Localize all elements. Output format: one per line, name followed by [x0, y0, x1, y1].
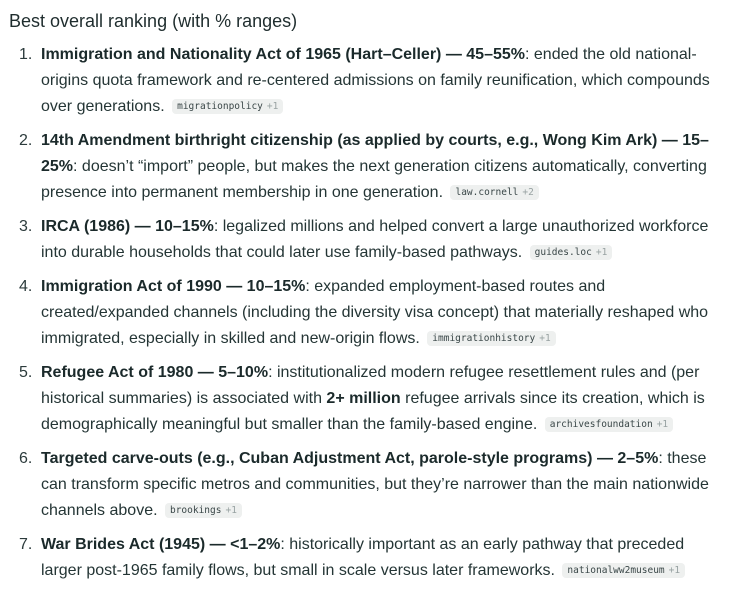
citation-chip[interactable] — [530, 245, 613, 260]
item-number: 5. — [19, 364, 33, 381]
citation-extra-count: +1 — [266, 101, 279, 112]
item-description: : legalized millions and helped convert a large unauthorized workforce into durable households that could later use family-based pathways. — [41, 218, 709, 261]
item-description: : institutionalized modern refugee resettlement rules and (per historical summaries) is associated with — [41, 364, 700, 407]
item-title: Immigration and Nationality Act of 1965 (Hart–Celler) — 45–55% — [41, 46, 525, 63]
ranking-item-3 — [9, 214, 728, 266]
citation-extra-count: +1 — [225, 505, 237, 516]
ranking-item-4 — [9, 274, 728, 352]
item-number: 2. — [19, 132, 33, 149]
citation-source: migrationpolicy — [177, 101, 263, 112]
item-title: IRCA (1986) — 10–15% — [41, 218, 214, 235]
ranking-item-7 — [9, 532, 728, 584]
citation-chip[interactable] — [562, 563, 685, 578]
item-description: : historically important as an early pathway that preceded larger post-1965 family flows, but small in scale versus later frameworks. — [41, 536, 685, 579]
citation-source: nationalww2museum — [567, 565, 665, 576]
item-title: War Brides Act (1945) — <1–2% — [41, 536, 281, 553]
item-number: 4. — [19, 278, 33, 295]
citation-source: guides.loc — [534, 247, 592, 258]
item-description: : doesn’t “import” people, but makes the next generation citizens automatically, converting presence into permanent membership in one generation. — [41, 158, 707, 201]
citation-extra-count: +2 — [522, 187, 534, 198]
item-title: Refugee Act of 1980 — 5–10% — [41, 364, 269, 381]
item-description-continued: refugee arrivals since its creation, which is demographically meaningful but smaller than the family-based engine. — [41, 390, 705, 433]
citation-source: immigrationhistory — [432, 333, 536, 344]
item-number: 1. — [19, 46, 33, 63]
item-number: 6. — [19, 450, 33, 467]
citation-extra-count: +1 — [656, 419, 669, 430]
item-emphasis: 2+ million — [326, 390, 401, 407]
ranking-item-6 — [9, 446, 728, 524]
citation-chip[interactable] — [165, 503, 242, 518]
citation-chip[interactable] — [172, 99, 283, 114]
section-heading: Best overall ranking (with % ranges) — [9, 11, 298, 31]
item-description: : ended the old national-origins quota framework and re-centered admissions on family reunification, which compounds over generations. — [41, 46, 710, 115]
citation-extra-count: +1 — [539, 333, 551, 344]
citation-chip[interactable] — [545, 417, 673, 432]
item-description: : expanded employment-based routes and created/expanded channels (including the diversity visa concept) that materially reshaped who immigrated, especially in skilled and new-origin flows. — [41, 278, 709, 347]
item-title: 14th Amendment birthright citizenship (as applied by courts, e.g., Wong Kim Ark) — 15–25% — [41, 132, 709, 175]
item-number: 7. — [19, 536, 33, 553]
citation-extra-count: +1 — [595, 247, 608, 258]
ranking-item-1 — [9, 42, 728, 120]
citation-chip[interactable] — [450, 185, 538, 200]
item-number: 3. — [19, 218, 33, 235]
item-description: : these can transform specific metros and communities, but they’re narrower than the main nationwide channels above. — [41, 450, 709, 519]
citation-source: archivesfoundation — [549, 419, 653, 430]
citation-source: brookings — [169, 505, 222, 516]
item-title: Immigration Act of 1990 — 10–15% — [41, 278, 306, 295]
citation-source: law.cornell — [455, 187, 519, 198]
item-title: Targeted carve-outs (e.g., Cuban Adjustment Act, parole-style programs) — 2–5% — [41, 450, 659, 467]
ranking-list — [9, 42, 728, 584]
citation-extra-count: +1 — [668, 565, 681, 576]
ranking-item-5 — [9, 360, 728, 438]
ranking-item-2 — [9, 128, 728, 206]
citation-chip[interactable] — [427, 331, 555, 346]
